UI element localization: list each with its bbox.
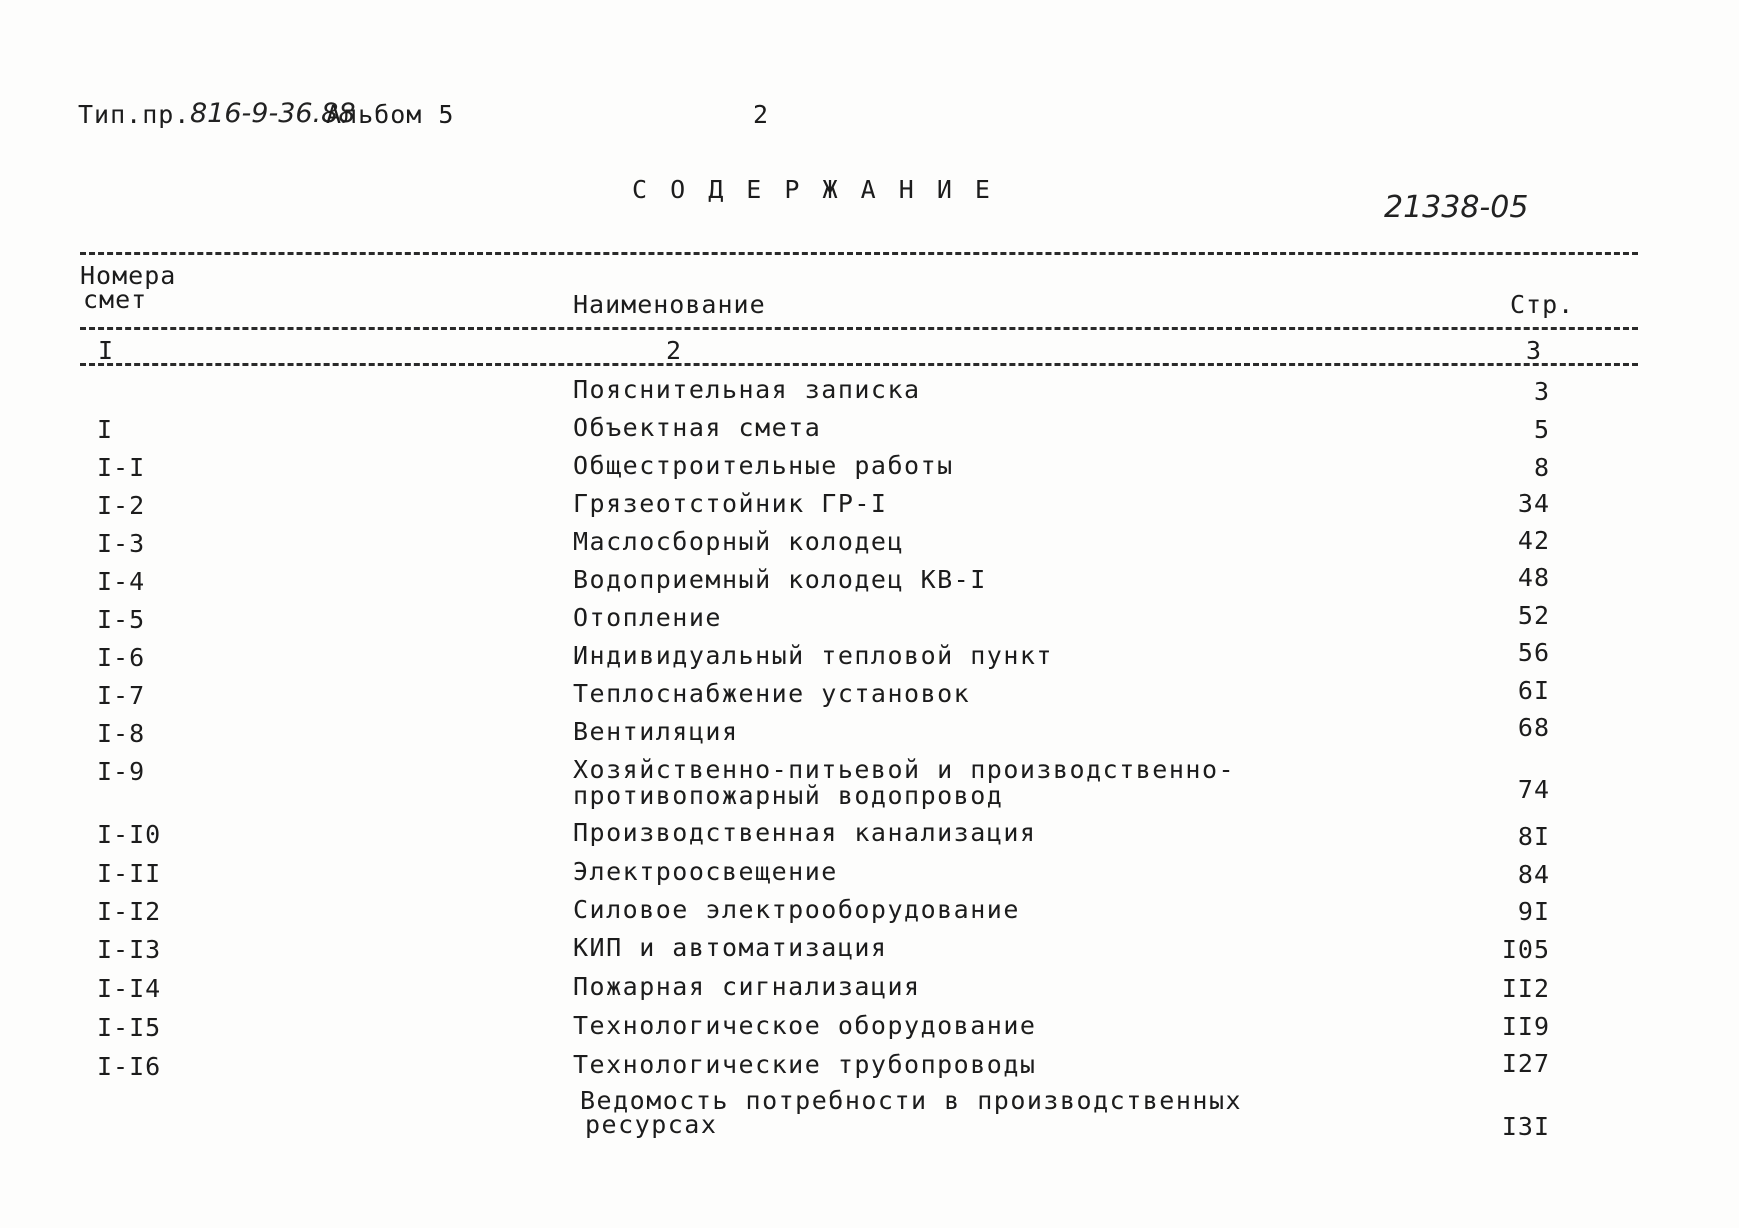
- row-page: 84: [1517, 860, 1550, 889]
- row-name: Индивидуальный тепловой пункт: [573, 641, 1053, 670]
- album-label: Альбом 5: [326, 100, 455, 129]
- table-top-rule: [80, 252, 1638, 255]
- row-name: Технологическое оборудование: [573, 1011, 1037, 1040]
- page-number: 2: [753, 100, 770, 129]
- row-name: Пожарная сигнализация: [573, 972, 921, 1001]
- row-code: I-I2: [97, 897, 162, 926]
- row-page: 8I: [1517, 822, 1550, 851]
- row-code: I-I4: [97, 974, 162, 1003]
- table-numbering-rule: [80, 363, 1638, 366]
- column-header-page: Стр.: [1510, 290, 1575, 319]
- column-number-2: 2: [666, 336, 683, 365]
- row-name: Вентиляция: [573, 717, 739, 746]
- row-page: 68: [1517, 713, 1550, 742]
- row-name: Отопление: [573, 603, 722, 632]
- row-page: 48: [1517, 563, 1550, 592]
- row-code: I-I5: [97, 1013, 162, 1042]
- row-page: 42: [1517, 526, 1550, 555]
- row-name: Общестроительные работы: [573, 451, 954, 480]
- row-name: Силовое электрооборудование: [573, 895, 1020, 924]
- row-page: 56: [1517, 638, 1550, 667]
- row-name: Грязеотстойник ГР-I: [573, 489, 888, 518]
- row-name: Электроосвещение: [573, 857, 838, 886]
- row-name: КИП и автоматизация: [573, 933, 888, 962]
- row-name: Водоприемный колодец КВ-I: [573, 565, 987, 594]
- row-name: Маслосборный колодец: [573, 527, 905, 556]
- row-page: II2: [1501, 974, 1550, 1003]
- row-name: Производственная канализация: [573, 818, 1037, 847]
- column-number-3: 3: [1526, 336, 1543, 365]
- stamp-number: 21338-05: [1384, 190, 1529, 225]
- row-page: 3: [1533, 377, 1550, 406]
- document-title: С О Д Е Р Ж А Н И Е: [632, 175, 994, 204]
- row-page: 5: [1533, 415, 1550, 444]
- row-code: I-9: [97, 757, 146, 786]
- row-code: I-II: [97, 859, 162, 888]
- project-prefix: Тип.пр.: [78, 100, 191, 129]
- column-header-name: Наименование: [573, 290, 766, 319]
- handwritten-project-code: 816-9-36.88: [190, 98, 356, 129]
- row-code: I-I6: [97, 1052, 162, 1081]
- row-name: Пояснительная записка: [573, 375, 921, 404]
- row-page: I05: [1501, 935, 1550, 964]
- row-page: 8: [1533, 453, 1550, 482]
- row-code: I-3: [97, 529, 146, 558]
- row-code: I-7: [97, 681, 146, 710]
- row-code: I-I3: [97, 935, 162, 964]
- column-header-numbers-line1: Номера: [80, 261, 177, 290]
- row-page: 74: [1517, 775, 1550, 804]
- row-code: I-6: [97, 643, 146, 672]
- row-page: 52: [1517, 601, 1550, 630]
- row-code: I-I0: [97, 820, 162, 849]
- row-page: 6I: [1517, 676, 1550, 705]
- row-code: I-5: [97, 605, 146, 634]
- row-name-continued: ресурсах: [585, 1110, 718, 1139]
- column-number-1: I: [98, 336, 115, 365]
- column-header-numbers: [80, 261, 177, 314]
- row-code: I-4: [97, 567, 146, 596]
- row-page: I3I: [1501, 1112, 1550, 1141]
- column-header-numbers-line2: смет: [83, 285, 148, 314]
- row-name-continued: противопожарный водопровод: [573, 781, 1004, 810]
- row-name: Хозяйственно-питьевой и производственно-: [573, 755, 1236, 784]
- row-code: I-I: [97, 453, 146, 482]
- row-name: Технологические трубопроводы: [573, 1050, 1037, 1079]
- row-code: I-2: [97, 491, 146, 520]
- row-page: II9: [1501, 1012, 1550, 1041]
- table-header-rule: [80, 327, 1638, 330]
- row-name: Ведомость потребности в производственных: [580, 1086, 1243, 1115]
- row-code: I: [97, 415, 114, 444]
- row-page: 9I: [1517, 897, 1550, 926]
- row-name: Теплоснабжение установок: [573, 679, 971, 708]
- row-name: Объектная смета: [573, 413, 822, 442]
- row-page: I27: [1501, 1049, 1550, 1078]
- row-code: I-8: [97, 719, 146, 748]
- row-page: 34: [1517, 489, 1550, 518]
